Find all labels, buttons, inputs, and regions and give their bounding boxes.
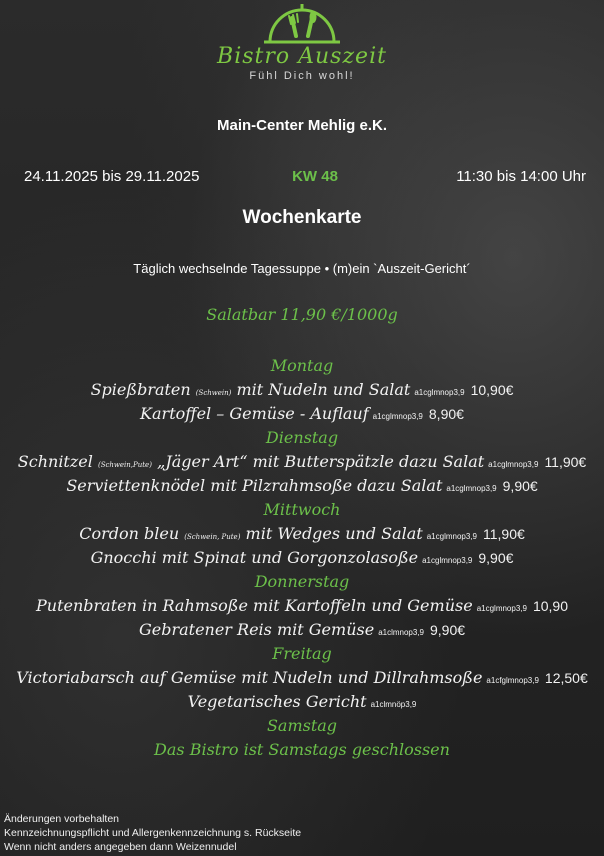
allergen-codes: a1cglmnop3,9 [426, 532, 477, 541]
footer-line: Wenn nicht anders angegeben dann Weizennudel [4, 841, 237, 853]
allergen-codes: a1cglmnop3,9 [446, 484, 497, 493]
opening-hours: 11:30 bis 14:00 Uhr [456, 168, 586, 185]
dish-name: mit Nudeln und Salat [231, 380, 411, 399]
day-heading: Donnerstag [254, 572, 350, 591]
day-heading: Samstag [266, 716, 338, 735]
meat-note: (Schwein, Pute) [184, 533, 241, 541]
dish-price: 12,50€ [544, 670, 588, 686]
dish-price: 11,90€ [482, 526, 525, 542]
dish-price: 10,90 [532, 598, 568, 614]
allergen-codes: a1cfglmnop3,9 [486, 676, 539, 685]
dish-name: Kartoffel – Gemüse - Auflauf [140, 404, 369, 423]
meat-note: (Schwein,Pute) [97, 461, 152, 469]
dish-name: Putenbraten in Rahmsoße mit Kartoffeln und Gemüse [36, 596, 473, 615]
dish-price: 9,90€ [430, 622, 466, 638]
dish-row [0, 618, 604, 642]
allergen-codes: a1cglmnop3,9 [476, 604, 527, 613]
allergen-codes: a1cglmnop3,9 [414, 388, 465, 397]
dish-name: „Jäger Art“ mit Butterspätzle dazu Salat [151, 452, 485, 471]
dish-name: Victoriabarsch auf Gemüse mit Nudeln und Dillrahmsoße [16, 668, 483, 687]
dish-name: Vegetarisches Gericht [187, 692, 367, 711]
dish-row [0, 450, 604, 474]
dish-name: Serviettenknödel mit Pilzrahmsoße dazu Salat [66, 476, 443, 495]
dish-name: Schnitzel [17, 452, 98, 471]
closed-notice: Das Bistro ist Samstags geschlossen [154, 740, 450, 759]
bistro-logo [0, 0, 604, 90]
footer-notes [4, 812, 301, 854]
allergen-codes: a1clmnöp3,9 [370, 700, 417, 709]
dish-row [0, 474, 604, 498]
dish-row [0, 522, 604, 546]
allergen-codes: a1clmnop3,9 [378, 628, 424, 637]
salad-bar: Salatbar 11,90 €/1000g [206, 305, 398, 324]
dish-row [0, 546, 604, 570]
dish-name: Gebratener Reis mit Gemüse [138, 620, 375, 639]
allergen-codes: a1cglmnop3,9 [488, 460, 539, 469]
allergen-codes: a1cglmnop3,9 [422, 556, 473, 565]
meat-note: (Schwein) [195, 389, 232, 397]
cloche-cutlery-icon [262, 0, 342, 46]
dish-row [0, 378, 604, 402]
subtitle: Täglich wechselnde Tagessuppe • (m)ein `Auszeit-Gericht´ [133, 261, 471, 276]
calendar-week: KW 48 [292, 168, 338, 185]
footer-line: Änderungen vorbehalten [4, 813, 120, 825]
logo-tagline: Fühl Dich wohl! [249, 70, 355, 82]
dish-name: Cordon bleu [79, 524, 185, 543]
weekly-menu [0, 302, 604, 762]
day-heading: Dienstag [265, 428, 339, 447]
allergen-codes: a1cglmnop3,9 [372, 412, 423, 421]
day-heading: Montag [270, 356, 334, 375]
dish-row [0, 666, 604, 690]
dish-price: 10,90€ [470, 382, 514, 398]
dish-name: Spießbraten [90, 380, 196, 399]
day-heading: Freitag [272, 644, 332, 663]
date-range: 24.11.2025 bis 29.11.2025 [24, 168, 200, 185]
logo-name: Bistro Auszeit [217, 44, 387, 69]
page-title: Wochenkarte [242, 207, 362, 228]
dish-price: 8,90€ [428, 406, 464, 422]
dish-row [0, 690, 604, 714]
day-heading: Mittwoch [263, 500, 341, 519]
dish-price: 9,90€ [478, 550, 514, 566]
dish-price: 11,90€ [544, 454, 587, 470]
dish-name: mit Wedges und Salat [240, 524, 423, 543]
dish-name: Gnocchi mit Spinat und Gorgonzolasoße [90, 548, 419, 567]
dish-price: 9,90€ [502, 478, 538, 494]
dish-row [0, 402, 604, 426]
company-name: Main-Center Mehlig e.K. [216, 117, 388, 134]
dish-row [0, 594, 604, 618]
footer-line: Kennzeichnungspflicht und Allergenkennzeichnung s. Rückseite [4, 827, 302, 839]
